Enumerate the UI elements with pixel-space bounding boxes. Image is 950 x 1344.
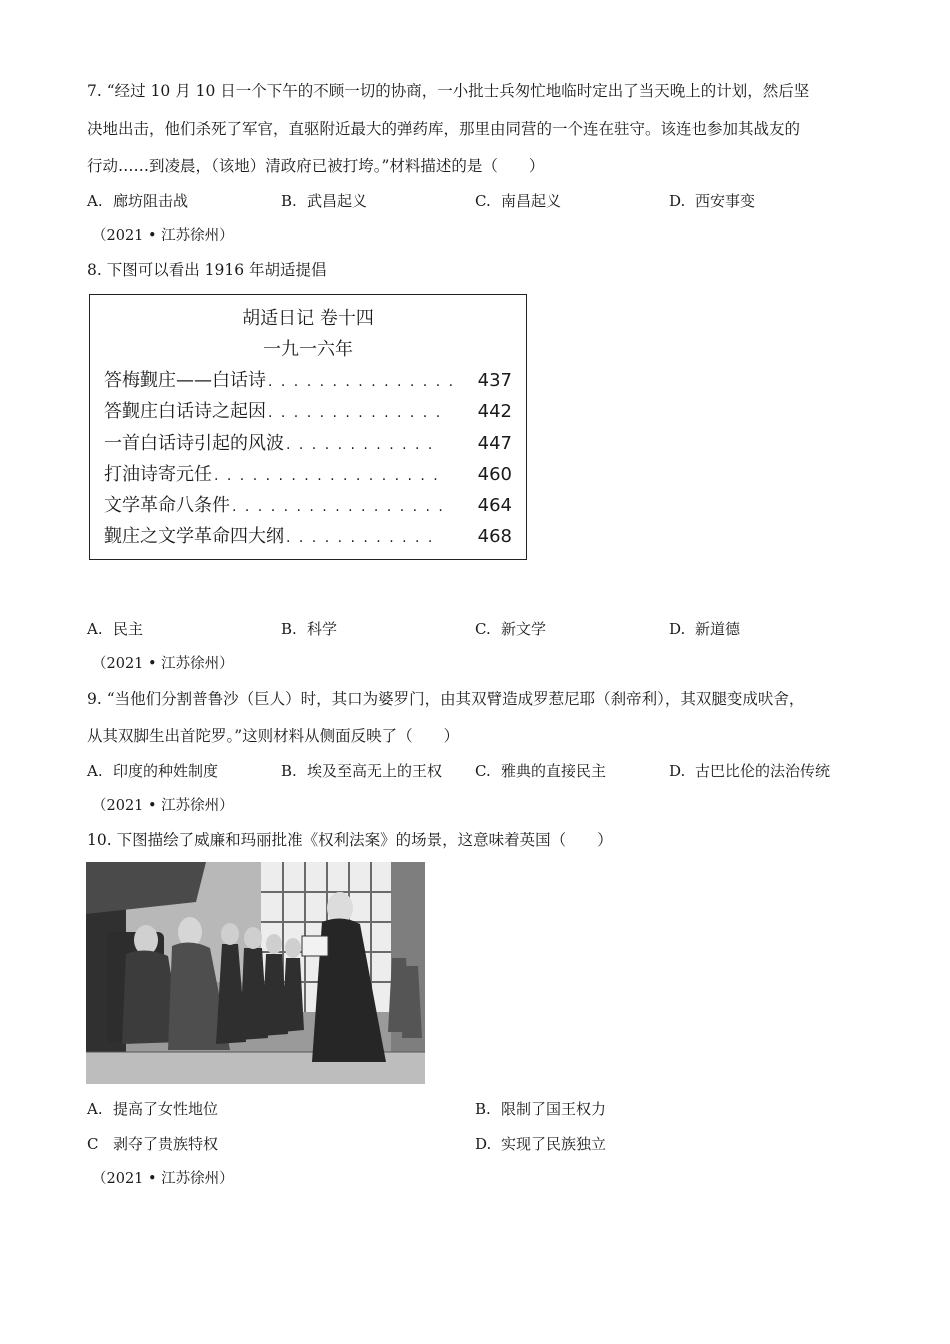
q10-source: （2021 • 江苏徐州） <box>92 1171 234 1187</box>
q10-stem: 10. 下图描绘了威廉和玛丽批准《权利法案》的场景，这意味着英国（ ） <box>87 831 613 849</box>
q7-source: （2021 • 江苏徐州） <box>92 228 234 244</box>
figure-subtitle: 一九一六年 <box>263 339 353 360</box>
q9-stem-line2: 从其双脚生出首陀罗。”这则材料从侧面反映了（ ） <box>87 727 460 745</box>
toc-entry: 答梅觐庄——白话诗 . . . . . . . . . . . . . . . 437 <box>104 370 512 391</box>
q9-stem-line1: 9. “当他们分割普鲁沙（巨人）时，其口为婆罗门，由其双臂造成罗惹尼耶（刹帝利），其双腿变成吠舍， <box>87 690 805 708</box>
q7-option-c[interactable]: C. 南昌起义 <box>475 192 562 210</box>
q9-option-d[interactable]: D. 古巴比伦的法治传统 <box>669 762 831 780</box>
q10-option-a[interactable]: A. 提高了女性地位 <box>87 1100 219 1118</box>
q7-stem-line3: 行动……到凌晨，（该地）清政府已被打垮。”材料描述的是（ ） <box>87 157 545 175</box>
hu-shi-diary-figure <box>89 294 527 560</box>
q8-option-b[interactable]: B. 科学 <box>281 620 338 638</box>
q8-option-d[interactable]: D. 新道德 <box>669 620 741 638</box>
toc-entry: 打油诗寄元任 . . . . . . . . . . . . . . . . . . 460 <box>104 464 512 485</box>
q9-option-c[interactable]: C. 雅典的直接民主 <box>475 762 607 780</box>
q7-stem-line2: 决地出击，他们杀死了军官，直驱附近最大的弹药库，那里由同营的一个连在驻守。该连也参加其战友的 <box>87 120 801 138</box>
q9-option-b[interactable]: B. 埃及至高无上的王权 <box>281 762 443 780</box>
q8-source: （2021 • 江苏徐州） <box>92 656 234 672</box>
toc-entry: 答觐庄白话诗之起因 . . . . . . . . . . . . . . 442 <box>104 401 512 422</box>
q7-option-a[interactable]: A. 廊坊阻击战 <box>87 192 189 210</box>
q8-option-a[interactable]: A. 民主 <box>87 620 144 638</box>
figure-title: 胡适日记 卷十四 <box>242 308 374 329</box>
q7-stem-line1: 7. “经过 10 月 10 日一个下午的不顾一切的协商，一小批士兵匆忙地临时定出了当天晚上的计划，然后坚 <box>87 82 810 100</box>
bill-of-rights-engraving <box>86 862 425 1084</box>
toc-entry: 觐庄之文学革命四大纲 . . . . . . . . . . . . 468 <box>104 526 512 547</box>
toc-entry: 一首白话诗引起的风波 . . . . . . . . . . . . 447 <box>104 433 512 454</box>
q7-option-d[interactable]: D. 西安事变 <box>669 192 756 210</box>
q7-option-b[interactable]: B. 武昌起义 <box>281 192 368 210</box>
q9-option-a[interactable]: A. 印度的种姓制度 <box>87 762 219 780</box>
q9-source: （2021 • 江苏徐州） <box>92 798 234 814</box>
q8-option-c[interactable]: C. 新文学 <box>475 620 547 638</box>
q10-option-c[interactable]: C 剥夺了贵族特权 <box>87 1135 219 1153</box>
toc-entry: 文学革命八条件 . . . . . . . . . . . . . . . . . 464 <box>104 495 512 516</box>
q10-option-b[interactable]: B. 限制了国王权力 <box>475 1100 607 1118</box>
q8-stem: 8. 下图可以看出 1916 年胡适提倡 <box>87 261 327 279</box>
q10-option-d[interactable]: D. 实现了民族独立 <box>475 1135 607 1153</box>
